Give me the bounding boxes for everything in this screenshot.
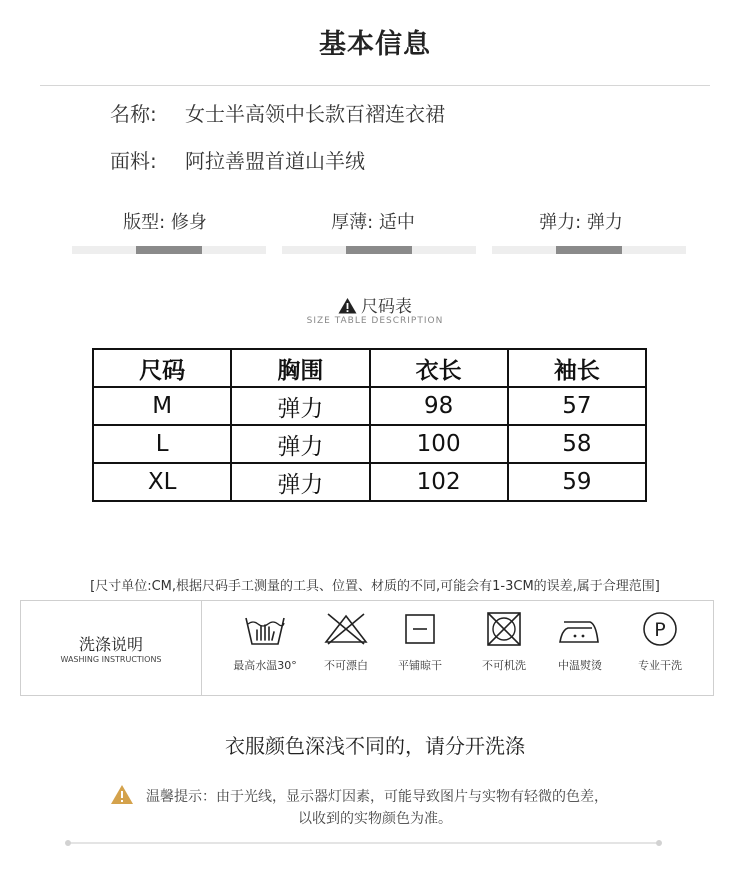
caution-icon [110,784,134,805]
size-table-header-row [93,349,646,387]
size-table [92,348,647,502]
cell-bust: 弹力 [231,463,369,501]
cell-size: L [93,425,231,463]
header-length: 衣长 [370,349,508,387]
flat-dry-icon [401,610,439,648]
hand-wash-icon [243,610,287,648]
fit-level-marker [136,246,202,254]
size-table-title: 尺码表 [361,297,412,317]
name-value: 女士半高领中长款百褶连衣裙 [185,102,445,126]
fabric-label: 面料: [110,149,157,173]
fabric-value: 阿拉善盟首道山羊绒 [185,149,365,173]
fabric-row [110,145,365,174]
cell-bust: 弹力 [231,387,369,425]
name-row [110,98,445,127]
care-label: 不可机洗 [482,659,526,672]
fit-scale [72,246,266,254]
page-title: 基本信息 [319,29,431,60]
warning-icon [338,297,357,314]
cell-sleeve: 59 [508,463,646,501]
cell-sleeve: 57 [508,387,646,425]
care-label: 最高水温30° [233,659,297,672]
care-label: 中温熨烫 [558,659,602,672]
elasticity-level-marker [556,246,622,254]
divider-dot [65,840,71,846]
color-tip-line2: 以收到的实物颜色为准。 [298,811,452,827]
color-wash-note: 衣服颜色深浅不同的，请分开洗涤 [225,734,525,758]
table-row [93,387,646,425]
name-label: 名称: [110,102,157,126]
care-label: 平铺晾干 [398,659,442,672]
care-label: 专业干洗 [638,659,682,672]
cell-sleeve: 58 [508,425,646,463]
table-row [93,425,646,463]
iron-medium-icon [556,610,604,648]
svg-text:P: P [654,619,666,641]
elasticity-scale [492,246,686,254]
size-note: [尺寸单位:CM,根据尺码手工测量的工具、位置、材质的不同,可能会有1-3CM的误差,属于合理范围] [90,579,660,594]
size-table-subtitle: SIZE TABLE DESCRIPTION [306,316,444,326]
no-machine-wash-icon [485,610,523,648]
header-bust: 胸围 [231,349,369,387]
divider [68,842,660,844]
size-table-heading [0,292,750,317]
cell-bust: 弹力 [231,425,369,463]
cell-length: 100 [370,425,508,463]
washing-subtitle: WASHING INSTRUCTIONS [60,655,162,664]
header-size: 尺码 [93,349,231,387]
care-label: 不可漂白 [324,659,368,672]
fit-label: 版型: 修身 [123,212,207,233]
cell-size: XL [93,463,231,501]
divider-dot [656,840,662,846]
cell-length: 98 [370,387,508,425]
divider [40,85,710,86]
washing-title: 洗涤说明 [78,635,143,654]
cell-size: M [93,387,231,425]
dry-clean-icon [640,610,680,648]
thickness-label: 厚薄: 适中 [331,212,415,233]
thickness-level-marker [346,246,412,254]
color-tip-line1: 温馨提示：由于光线，显示器灯因素，可能导致图片与实物有轻微的色差， [146,789,608,805]
no-bleach-icon [322,610,370,648]
cell-length: 102 [370,463,508,501]
table-row [93,463,646,501]
care-item-dry-clean [610,610,710,673]
thickness-scale [282,246,476,254]
elasticity-label: 弹力: 弹力 [539,212,623,233]
header-sleeve: 袖长 [508,349,646,387]
